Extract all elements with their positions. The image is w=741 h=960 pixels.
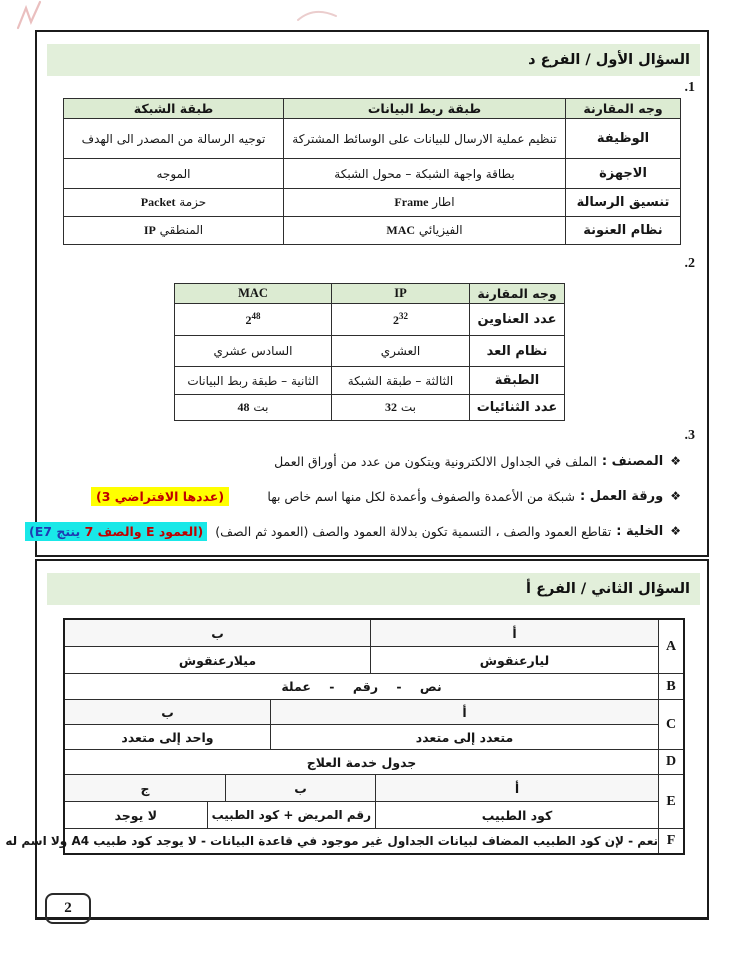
question2-title: السؤال الثاني / الفرع أ	[526, 581, 690, 597]
term-worksheet: ورقة العمل :	[580, 488, 664, 504]
header-data-link-layer: طبقة ربط البيانات	[284, 99, 566, 119]
item-number-2: 2.	[684, 256, 695, 271]
question2-section	[5, 559, 709, 920]
answer-b: نص - رقم - عملة	[281, 679, 442, 694]
answer-row-a	[65, 620, 683, 674]
cell-addressing-link	[284, 217, 566, 245]
row-letter: B	[658, 674, 683, 699]
cell-devices-net: الموجه	[64, 159, 284, 189]
answer-a1: ليارعنقوش	[370, 647, 658, 673]
answer-row-c	[65, 700, 683, 750]
addressing-arabic: المنطقي	[159, 223, 204, 237]
row-letter: E	[658, 775, 683, 828]
term-workbook: المصنف :	[601, 453, 664, 469]
table-header-row	[64, 99, 681, 119]
cell-ip-numsystem: العشري	[332, 336, 470, 367]
question1-title: السؤال الأول / الفرع د	[528, 52, 690, 68]
row-label: الوظيفة	[566, 119, 681, 159]
subheader-b: ب	[161, 704, 174, 720]
format-arabic: حزمة	[179, 195, 207, 209]
header-comparison-aspect: وجه المقارنة	[566, 99, 681, 119]
red-pen-mark	[296, 4, 340, 26]
header-ip: IP	[332, 284, 470, 304]
answer-d: جدول خدمة العلاج	[306, 754, 417, 770]
cell-mac-numsystem: السادس عشري	[175, 336, 332, 367]
cell-ip-count: $2^{32}$	[332, 304, 470, 336]
bullet-cell	[29, 520, 681, 542]
page-number-badge	[45, 893, 91, 924]
table-row	[175, 395, 565, 421]
cell-function-net: توجيه الرسالة من المصدر الى الهدف	[64, 119, 284, 159]
cell-addressing-net	[64, 217, 284, 245]
question1-section	[29, 30, 709, 557]
diamond-bullet-icon: ❖	[670, 489, 681, 503]
answers-table	[5, 618, 685, 855]
bullet-workbook	[61, 450, 681, 472]
red-pen-mark	[14, 0, 48, 30]
row-label: نظام العد	[470, 336, 565, 367]
table-row	[64, 189, 681, 217]
row-label: تنسيق الرسالة	[566, 189, 681, 217]
header-network-layer: طبقة الشبكة	[64, 99, 284, 119]
bullet-worksheet	[61, 485, 681, 507]
definition-cell: تقاطع العمود والصف ، التسمية تكون بدلالة العمود والصف (العمود ثم الصف)	[215, 523, 612, 539]
table-row	[175, 336, 565, 367]
question2-header-bar	[47, 573, 700, 605]
definition-worksheet: شبكة من الأعمدة والصفوف وأعمدة لكل منها اسم خاص بها	[267, 488, 576, 504]
cell-ip-layer: الثالثة – طبقة الشبكة	[332, 367, 470, 395]
format-arabic: اطار	[432, 195, 455, 209]
answer-e2: رقم المريض + كود الطبيب	[207, 802, 375, 828]
answer-row-e	[65, 775, 683, 829]
diamond-bullet-icon: ❖	[670, 454, 681, 468]
row-letter: D	[658, 750, 683, 774]
cell-format-net	[64, 189, 284, 217]
term-cell: الخلية :	[616, 523, 664, 539]
row-label: الطبقة	[470, 367, 565, 395]
table-row	[64, 217, 681, 245]
table-row	[175, 367, 565, 395]
cell-function-link: تنظيم عملية الارسال للبيانات على الوسائط المشتركة	[284, 119, 566, 159]
definitions-list	[29, 450, 681, 555]
header-mac: MAC	[175, 284, 332, 304]
subheader-a: أ	[370, 620, 658, 646]
answer-f: نعم - لإن كود الطبيب المضاف لبيانات الجداول غير موجود في قاعدة البيانات - لا يوجد كود طبيب A4 ولا اسم له	[5, 834, 658, 848]
item-number-1: 1.	[684, 80, 695, 95]
format-latin: Packet	[140, 195, 176, 209]
item-number-3: 3.	[684, 428, 695, 443]
header-comparison-aspect: وجه المقارنة	[470, 284, 565, 304]
answer-a2: ميلارعنقوش	[178, 652, 257, 668]
row-label: نظام العنونة	[566, 217, 681, 245]
answer-row-f	[5, 829, 683, 853]
answer-row-b	[65, 674, 683, 700]
subheader-b: ب	[211, 625, 224, 641]
row-letter: A	[658, 620, 683, 673]
subheader-c: ج	[140, 780, 150, 796]
table-row	[175, 304, 565, 336]
table-header-row	[175, 284, 565, 304]
cell-ip-bits: بت 32	[332, 395, 470, 421]
subheader-a: أ	[375, 775, 658, 801]
table-row	[64, 119, 681, 159]
answer-e1: كود الطبيب	[375, 802, 658, 828]
format-latin: Frame	[394, 195, 429, 209]
cell-mac-layer: الثانية – طبقة ربط البيانات	[175, 367, 332, 395]
row-letter: C	[658, 700, 683, 749]
addressing-latin: IP	[143, 223, 156, 237]
diamond-bullet-icon: ❖	[670, 524, 681, 538]
cyan-highlight-note: (العمود E والصف 7 ينتج E7)	[25, 522, 207, 541]
addressing-arabic: الفيزيائي	[418, 223, 463, 237]
cell-mac-count: $2^{48}$	[175, 304, 332, 336]
yellow-highlight-note: (عددها الافتراضي 3)	[91, 487, 229, 506]
answer-c2: واحد إلى متعدد	[121, 729, 214, 745]
addressing-latin: MAC	[386, 223, 416, 237]
cell-format-link	[284, 189, 566, 217]
row-letter: F	[658, 829, 683, 853]
answer-c1: متعدد إلى متعدد	[270, 725, 658, 749]
answer-e3: لا يوجد	[114, 807, 157, 823]
subheader-b: ب	[225, 775, 375, 801]
table-row	[64, 159, 681, 189]
mac-ip-comparison-table	[174, 283, 565, 421]
question1-header-bar	[47, 44, 700, 76]
cell-devices-link: بطاقة واجهة الشبكة – محول الشبكة	[284, 159, 566, 189]
row-label: عدد الثنائيات	[470, 395, 565, 421]
definition-workbook: الملف في الجداول الالكترونية ويتكون من عدد من أوراق العمل	[274, 453, 597, 469]
layers-comparison-table	[63, 98, 681, 245]
row-label: الاجهزة	[566, 159, 681, 189]
cell-mac-bits: بت 48	[175, 395, 332, 421]
subheader-a: أ	[270, 700, 658, 724]
page-number: 2	[64, 900, 72, 916]
answer-row-d	[65, 750, 683, 775]
row-label: عدد العناوين	[470, 304, 565, 336]
